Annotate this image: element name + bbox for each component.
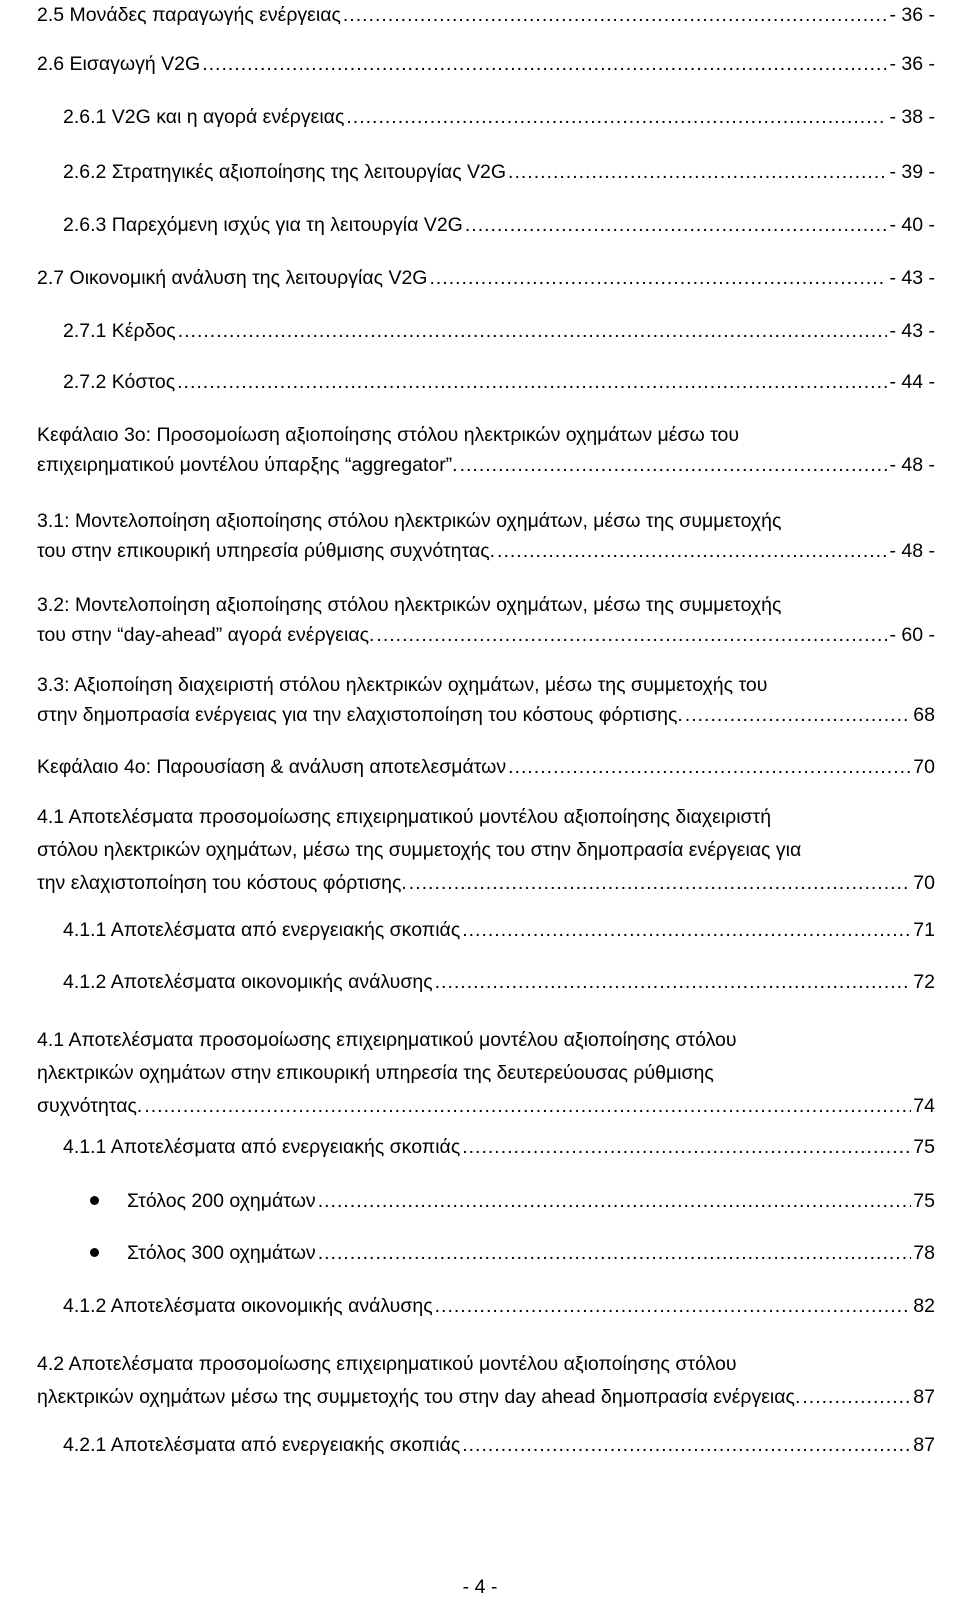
leader-dots xyxy=(346,102,887,132)
toc-entry-title-line: Κεφάλαιο 3ο: Προσομοίωση αξιοποίησης στόλου ηλεκτρικών οχημάτων μέσω του xyxy=(37,424,740,446)
toc-entry-page: - 39 - xyxy=(889,161,935,183)
toc-entry-title: 2.6 Εισαγωγή V2G xyxy=(37,53,201,75)
toc-entry-title: του στην επικουρική υπηρεσία ρύθμισης συχνότητας. xyxy=(37,540,496,562)
leader-dots xyxy=(685,700,912,730)
toc-entry-2-7-1[interactable] xyxy=(63,316,935,346)
leader-dots xyxy=(177,367,887,397)
toc-entry-title: Στόλος 200 οχημάτων xyxy=(127,1190,316,1212)
toc-entry-2-6-1[interactable] xyxy=(63,102,935,132)
toc-entry-title-line: 3.2: Μοντελοποίηση αξιοποίησης στόλου ηλεκτρικών οχημάτων, μέσω της συμμετοχής xyxy=(37,594,782,616)
toc-entry-title: 2.7 Οικονομική ανάλυση της λειτουργίας V2G xyxy=(37,267,428,289)
toc-entry-title: 4.1.2 Αποτελέσματα οικονομικής ανάλυσης xyxy=(63,1295,433,1317)
toc-entry-4-1-1-b[interactable] xyxy=(63,1132,935,1162)
bullet-icon xyxy=(90,1196,99,1205)
toc-entry-4-1-2-b[interactable] xyxy=(63,1291,935,1321)
leader-dots xyxy=(462,915,911,945)
toc-entry-title: 4.1.1 Αποτελέσματα από ενεργειακής σκοπιάς xyxy=(63,919,461,941)
toc-entry-2-6-2[interactable] xyxy=(63,157,935,187)
page-number: - 4 - xyxy=(462,1576,498,1598)
toc-entry-title: συχνότητας. xyxy=(37,1095,143,1117)
leader-dots xyxy=(376,620,887,650)
toc-entry-title-line: 3.3: Αξιοποίηση διαχειριστή στόλου ηλεκτρικών οχημάτων, μέσω της συμμετοχής του xyxy=(37,674,768,696)
toc-entry-title: 2.6.3 Παρεχόμενη ισχύς για τη λειτουργία V2G xyxy=(63,214,463,236)
leader-dots xyxy=(802,1381,911,1414)
toc-entry-title: 2.6.2 Στρατηγικές αξιοποίησης της λειτουργίας V2G xyxy=(63,161,507,183)
toc-entry-2-7[interactable] xyxy=(37,263,935,293)
toc-entry-page: - 48 - xyxy=(889,454,935,476)
leader-dots xyxy=(435,967,912,997)
leader-dots xyxy=(343,0,888,30)
toc-entry-page: 82 xyxy=(913,1295,935,1317)
toc-entry-title-line: στόλου ηλεκτρικών οχημάτων, μέσω της συμμετοχής του στην δημοπρασία ενέργειας για xyxy=(37,839,802,861)
toc-entry-page: 71 xyxy=(913,919,935,941)
toc-entry-4-1-b[interactable] xyxy=(37,1024,935,1123)
toc-entry-4-1-2-a[interactable] xyxy=(63,967,935,997)
leader-dots xyxy=(318,1186,912,1216)
leader-dots xyxy=(497,536,887,566)
toc-entry-title: 4.1.2 Αποτελέσματα οικονομικής ανάλυσης xyxy=(63,971,433,993)
toc-entry-4-2-1[interactable] xyxy=(63,1430,935,1460)
toc-entry-page: 75 xyxy=(913,1190,935,1212)
leader-dots xyxy=(318,1238,912,1268)
toc-entry-title: 4.1.1 Αποτελέσματα από ενεργειακής σκοπιάς xyxy=(63,1136,461,1158)
toc-entry-2-6[interactable] xyxy=(37,49,935,79)
toc-entry-title-line: ηλεκτρικών οχημάτων στην επικουρική υπηρεσία της δευτερεύουσας ρύθμισης xyxy=(37,1062,714,1084)
toc-entry-title: Στόλος 300 οχημάτων xyxy=(127,1242,316,1264)
toc-entry-fleet-200[interactable] xyxy=(127,1186,935,1216)
toc-entry-fleet-300[interactable] xyxy=(127,1238,935,1268)
toc-entry-title: 2.5 Μονάδες παραγωγής ενέργειας xyxy=(37,4,341,26)
leader-dots xyxy=(202,49,887,79)
toc-entry-title: 2.6.1 V2G και η αγορά ενέργειας xyxy=(63,106,345,128)
bullet-icon xyxy=(90,1248,99,1257)
leader-dots xyxy=(435,1291,912,1321)
toc-entry-page: 70 xyxy=(913,756,935,778)
toc-entry-page: - 48 - xyxy=(889,540,935,562)
toc-entry-title-line: 3.1: Μοντελοποίηση αξιοποίησης στόλου ηλεκτρικών οχημάτων, μέσω της συμμετοχής xyxy=(37,510,782,532)
leader-dots xyxy=(465,210,888,240)
toc-entry-page: 87 xyxy=(913,1386,935,1408)
toc-entry-4-2[interactable] xyxy=(37,1348,935,1414)
toc-entry-title: επιχειρηματικού μοντέλου ύπαρξης “aggregator”. xyxy=(37,454,458,476)
toc-entry-page: 70 xyxy=(913,872,935,894)
toc-entry-page: 75 xyxy=(913,1136,935,1158)
leader-dots xyxy=(460,450,888,480)
toc-entry-3-3[interactable] xyxy=(37,670,935,730)
toc-entry-4-1-a[interactable] xyxy=(37,801,935,900)
toc-entry-title: ηλεκτρικών οχημάτων μέσω της συμμετοχής του στην day ahead δημοπρασία ενέργειας. xyxy=(37,1386,801,1408)
toc-entry-2-6-3[interactable] xyxy=(63,210,935,240)
toc-entry-page: - 60 - xyxy=(889,624,935,646)
toc-entry-page: - 36 - xyxy=(889,53,935,75)
toc-entry-page: 74 xyxy=(913,1095,935,1117)
toc-entry-page: - 40 - xyxy=(889,214,935,236)
toc-entry-page: - 43 - xyxy=(889,320,935,342)
leader-dots xyxy=(508,157,887,187)
toc-entry-title-line: 4.1 Αποτελέσματα προσομοίωσης επιχειρηματικού μοντέλου αξιοποίησης στόλου xyxy=(37,1029,737,1051)
toc-entry-title: 2.7.2 Κόστος xyxy=(63,371,176,393)
toc-entry-page: 68 xyxy=(913,704,935,726)
toc-entry-2-7-2[interactable] xyxy=(63,367,935,397)
toc-entry-2-5[interactable] xyxy=(37,0,935,30)
leader-dots xyxy=(429,263,887,293)
toc-entry-title-line: 4.1 Αποτελέσματα προσομοίωσης επιχειρηματικού μοντέλου αξιοποίησης διαχειριστή xyxy=(37,806,772,828)
toc-entry-page: - 44 - xyxy=(889,371,935,393)
leader-dots xyxy=(409,867,912,900)
toc-entry-page: - 36 - xyxy=(889,4,935,26)
leader-dots xyxy=(178,316,888,346)
toc-entry-title: 4.2.1 Αποτελέσματα από ενεργειακής σκοπιάς xyxy=(63,1434,461,1456)
toc-entry-page: - 43 - xyxy=(889,267,935,289)
toc-entry-3-2[interactable] xyxy=(37,590,935,650)
toc-entry-page: - 38 - xyxy=(889,106,935,128)
toc-entry-page: 87 xyxy=(913,1434,935,1456)
toc-entry-page: 72 xyxy=(913,971,935,993)
toc-entry-title-line: 4.2 Αποτελέσματα προσομοίωσης επιχειρηματικού μοντέλου αξιοποίησης στόλου xyxy=(37,1353,737,1375)
toc-entry-page: 78 xyxy=(913,1242,935,1264)
toc-entry-chapter-4[interactable] xyxy=(37,752,935,782)
leader-dots xyxy=(462,1430,911,1460)
toc-entry-title: στην δημοπρασία ενέργειας για την ελαχιστοποίηση του κόστους φόρτισης. xyxy=(37,704,683,726)
toc-entry-title: Κεφάλαιο 4ο: Παρουσίαση & ανάλυση αποτελεσμάτων xyxy=(37,756,507,778)
leader-dots xyxy=(462,1132,911,1162)
toc-entry-title: την ελαχιστοποίηση του κόστους φόρτισης. xyxy=(37,872,407,894)
leader-dots xyxy=(508,752,911,782)
toc-entry-title: του στην “day-ahead” αγορά ενέργειας. xyxy=(37,624,375,646)
toc-entry-3-1[interactable] xyxy=(37,506,935,566)
leader-dots xyxy=(144,1090,911,1123)
toc-entry-4-1-1-a[interactable] xyxy=(63,915,935,945)
toc-entry-chapter-3[interactable] xyxy=(37,420,935,480)
toc-entry-title: 2.7.1 Κέρδος xyxy=(63,320,176,342)
